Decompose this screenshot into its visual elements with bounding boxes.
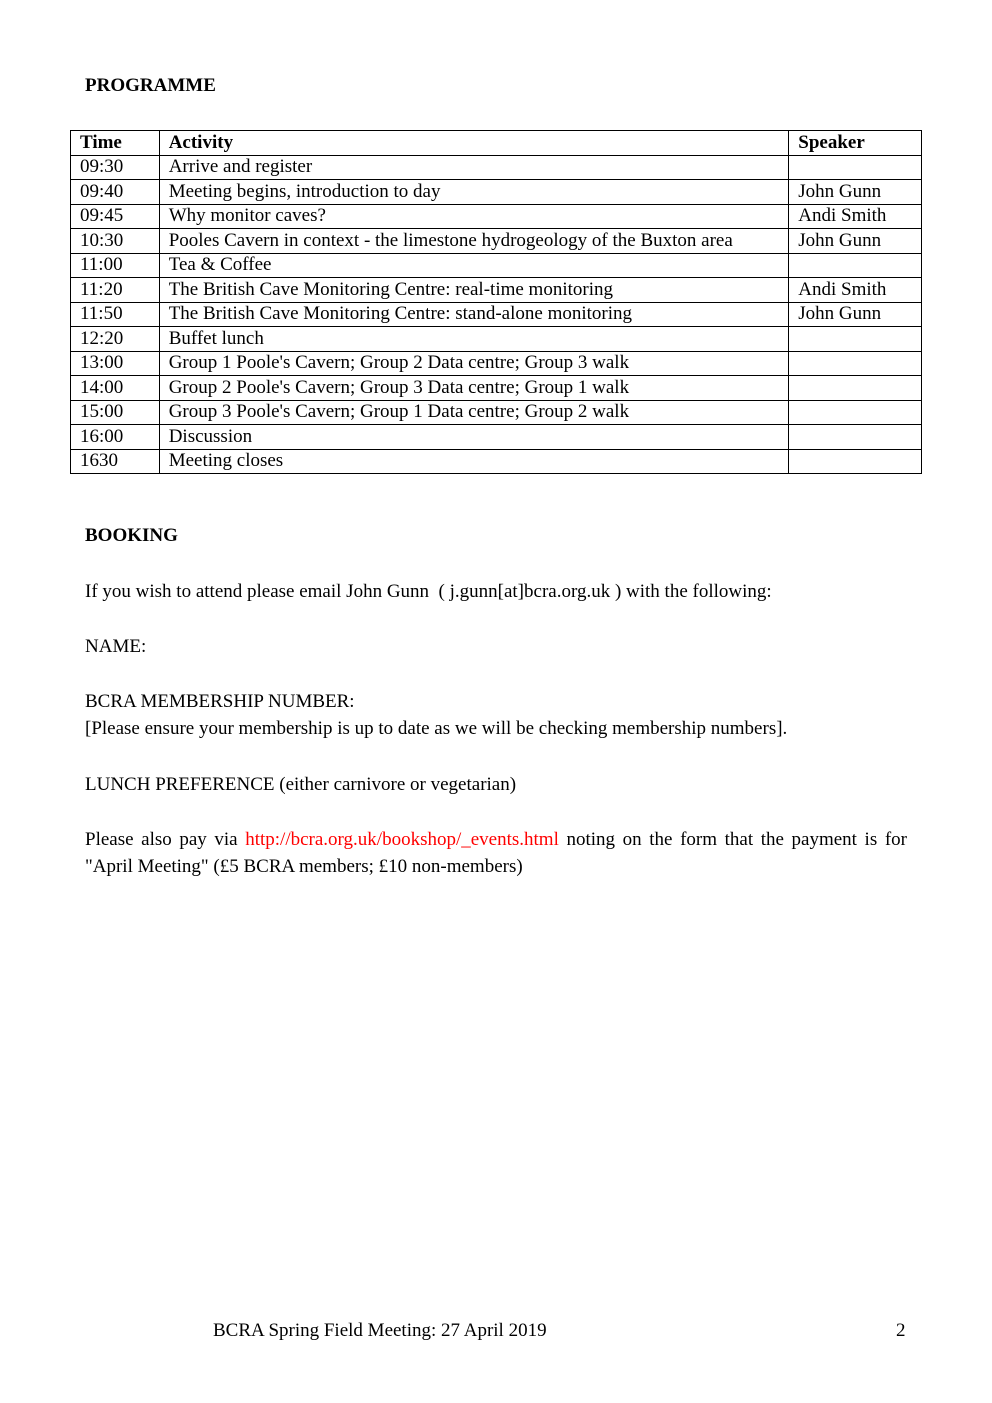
speaker-cell: [789, 155, 922, 180]
table-row: [71, 253, 922, 278]
table-row: [71, 425, 922, 450]
time-cell: 10:30: [71, 229, 160, 254]
table-row: [71, 449, 922, 474]
time-cell: 09:40: [71, 180, 160, 205]
speaker-cell: [789, 327, 922, 352]
activity-cell: The British Cave Monitoring Centre: stand-alone monitoring: [159, 302, 789, 327]
speaker-cell: [789, 253, 922, 278]
speaker-cell: [789, 400, 922, 425]
time-cell: 11:50: [71, 302, 160, 327]
time-cell: 12:20: [71, 327, 160, 352]
table-row: [71, 351, 922, 376]
activity-cell: The British Cave Monitoring Centre: real-time monitoring: [159, 278, 789, 303]
speaker-cell: [789, 425, 922, 450]
activity-cell: Arrive and register: [159, 155, 789, 180]
activity-cell: Meeting closes: [159, 449, 789, 474]
time-cell: 14:00: [71, 376, 160, 401]
booking-heading: BOOKING: [85, 525, 178, 546]
payment-text-before: Please also pay via: [85, 829, 246, 850]
speaker-cell: Andi Smith: [789, 204, 922, 229]
activity-cell: Tea & Coffee: [159, 253, 789, 278]
speaker-cell: [789, 351, 922, 376]
activity-cell: Group 2 Poole's Cavern; Group 3 Data centre; Group 1 walk: [159, 376, 789, 401]
payment-instructions: [85, 826, 907, 880]
table-row: [71, 302, 922, 327]
speaker-cell: [789, 449, 922, 474]
time-cell: 09:45: [71, 204, 160, 229]
speaker-cell: John Gunn: [789, 302, 922, 327]
activity-cell: Group 1 Poole's Cavern; Group 2 Data centre; Group 3 walk: [159, 351, 789, 376]
time-cell: 13:00: [71, 351, 160, 376]
table-row: [71, 400, 922, 425]
time-cell: 11:20: [71, 278, 160, 303]
activity-cell: Pooles Cavern in context - the limestone hydrogeology of the Buxton area: [159, 229, 789, 254]
programme-table: [70, 130, 922, 474]
time-cell: 11:00: [71, 253, 160, 278]
activity-cell: Discussion: [159, 425, 789, 450]
table-row: [71, 376, 922, 401]
table-header-row: [71, 131, 922, 156]
activity-cell: Why monitor caves?: [159, 204, 789, 229]
table-row: [71, 278, 922, 303]
programme-heading: PROGRAMME: [85, 75, 216, 96]
table-row: [71, 327, 922, 352]
membership-note: [Please ensure your membership is up to date as we will be checking membership numbers].: [85, 718, 788, 739]
membership-section: [85, 688, 907, 742]
page-number: 2: [896, 1320, 906, 1341]
speaker-cell: John Gunn: [789, 180, 922, 205]
name-label: NAME:: [85, 636, 147, 657]
column-header-speaker: Speaker: [789, 131, 922, 156]
table-row: [71, 180, 922, 205]
speaker-cell: Andi Smith: [789, 278, 922, 303]
time-cell: 15:00: [71, 400, 160, 425]
time-cell: 1630: [71, 449, 160, 474]
activity-cell: Meeting begins, introduction to day: [159, 180, 789, 205]
membership-label: BCRA MEMBERSHIP NUMBER:: [85, 691, 355, 712]
column-header-activity: Activity: [159, 131, 789, 156]
table-row: [71, 155, 922, 180]
column-header-time: Time: [71, 131, 160, 156]
activity-cell: Buffet lunch: [159, 327, 789, 352]
time-cell: 09:30: [71, 155, 160, 180]
lunch-preference-label: LUNCH PREFERENCE (either carnivore or vegetarian): [85, 774, 517, 795]
activity-cell: Group 3 Poole's Cavern; Group 1 Data centre; Group 2 walk: [159, 400, 789, 425]
footer-title: BCRA Spring Field Meeting: 27 April 2019: [213, 1320, 547, 1341]
payment-link[interactable]: http://bcra.org.uk/bookshop/_events.html: [245, 829, 559, 850]
time-cell: 16:00: [71, 425, 160, 450]
table-row: [71, 229, 922, 254]
payment-text-after: noting on the form that the payment is for "April Meeting" (£5 BCRA members; £10 non-members): [85, 829, 907, 877]
speaker-cell: John Gunn: [789, 229, 922, 254]
speaker-cell: [789, 376, 922, 401]
table-row: [71, 204, 922, 229]
booking-intro: If you wish to attend please email John Gunn ( j.gunn[at]bcra.org.uk ) with the following:: [85, 581, 772, 602]
